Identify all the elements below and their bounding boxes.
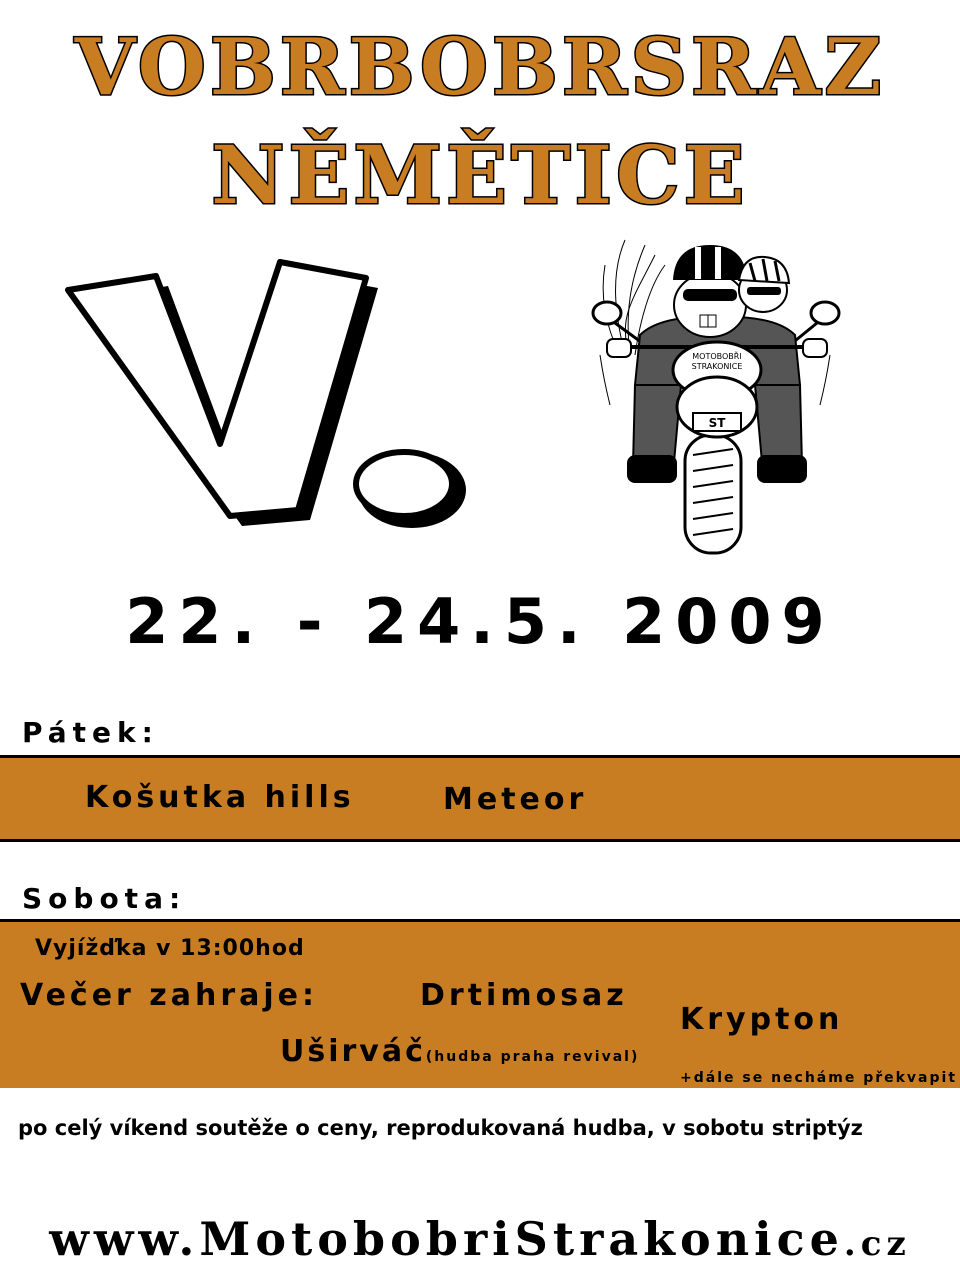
svg-text:ST: ST: [708, 416, 726, 430]
saturday-act-2: Krypton: [680, 1002, 844, 1037]
saturday-act-3: [280, 1034, 639, 1069]
beaver-biker-illustration: [585, 235, 850, 560]
edition-numeral-v: [60, 248, 480, 548]
saturday-surprise-note: +dále se necháme překvapit: [680, 1070, 958, 1086]
weekend-activities-note: po celý víkend soutěže o ceny, reprodukovaná hudba, v sobotu striptýz: [18, 1116, 863, 1140]
website-url-main: www.MotobobriStrakonice: [49, 1212, 844, 1266]
friday-label: Pátek:: [22, 716, 159, 749]
saturday-act-3-note: (hudba praha revival): [425, 1049, 640, 1065]
saturday-evening-label: Večer zahraje:: [20, 978, 319, 1013]
website-url-tld: .cz: [843, 1224, 911, 1264]
saturday-lineup-band: [0, 919, 960, 1088]
friday-lineup-band: [0, 755, 960, 842]
event-date: 22. - 24.5. 2009: [125, 585, 835, 658]
saturday-act-3-name: Uširváč: [280, 1034, 426, 1069]
svg-text:MOTOBOBŘI: MOTOBOBŘI: [692, 352, 742, 361]
svg-text:STRAKONICE: STRAKONICE: [691, 362, 743, 371]
website-url: [0, 1212, 960, 1266]
saturday-act-1: Drtimosaz: [420, 978, 628, 1013]
friday-act-1: Košutka hills: [85, 780, 355, 815]
poster-location: NĚMĚTICE: [211, 128, 749, 222]
friday-act-2: Meteor: [443, 782, 588, 817]
saturday-label: Sobota:: [22, 882, 187, 915]
saturday-ride: Vyjížďka v 13:00hod: [35, 936, 305, 961]
poster-title: VOBRBOBRSRAZ: [74, 22, 886, 113]
